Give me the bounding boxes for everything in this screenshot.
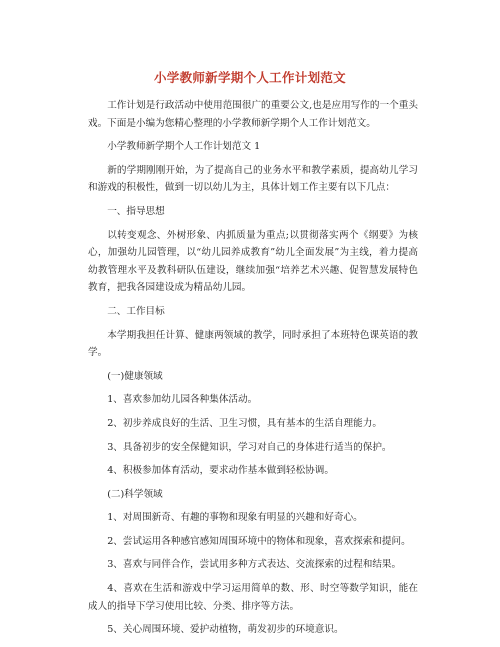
section-heading-fanwen-1: 小学教师新学期个人工作计划范文 1 [107,141,261,153]
heading-guiding-ideology: 一、指导思想 [107,205,165,217]
heading-health-domain: (一)健康领域 [107,370,163,382]
health-item-3: 3、具备初步的安全保健知识，学习对自己的身体进行适当的保护。 [107,441,392,453]
science-item-5: 5、关心周围环境、爱护动植物，萌发初步的环境意识。 [107,624,344,636]
document-body [88,97,418,645]
health-item-2: 2、初步养成良好的生活、卫生习惯，具有基本的生活自理能力。 [107,417,382,429]
guiding-ideology-paragraph: 以转变观念、外树形象、内抓质量为重点;以贯彻落实两个《纲要》为核心，加强幼儿园管理，以“幼儿园养成教育”幼儿全面发展”为主线，着力提高幼教管理水平及教科研队伍建设，继续加强“培养艺术兴趣、促智慧发展特色教育，把我各园建设成为精品幼儿园。 [88,229,418,294]
document-title: 小学教师新学期个人工作计划范文 [153,70,346,85]
science-item-2: 2、尝试运用各种感官感知周围环境中的物体和现象，喜欢探索和提问。 [107,535,411,547]
work-goals-paragraph: 本学期我担任计算、健康两领域的教学，同时承担了本班特色课英语的教学。 [88,329,418,359]
heading-work-goals: 二、工作目标 [107,305,165,317]
science-item-1: 1、对周围新奇、有趣的事物和现象有明显的兴趣和好奇心。 [107,512,363,524]
opening-paragraph: 新的学期刚刚开始，为了提高自己的业务水平和教学素质，提高幼儿学习和游戏的积极性，做到一切以幼儿为主，具体计划工作主要有以下几点： [88,164,418,194]
health-item-4: 4、积极参加体育活动，要求动作基本做到轻松协调。 [107,465,334,477]
intro-paragraph: 工作计划是行政活动中使用范围很广的重要公文,也是应用写作的一个重头戏。下面是小编为您精心整理的小学教师新学期个人工作计划范文。 [88,100,418,129]
health-item-1: 1、喜欢参加幼儿园各种集体活动。 [107,394,258,406]
heading-science-domain: (二)科学领域 [107,488,163,500]
science-item-3: 3、喜欢与同伴合作，尝试用多种方式表达、交流探索的过程和结果。 [107,559,402,571]
science-item-4: 4、喜欢在生活和游戏中学习运用简单的数、形、时空等数学知识，能在成人的指导下学习使用比较、分类、排序等方法。 [88,583,418,612]
